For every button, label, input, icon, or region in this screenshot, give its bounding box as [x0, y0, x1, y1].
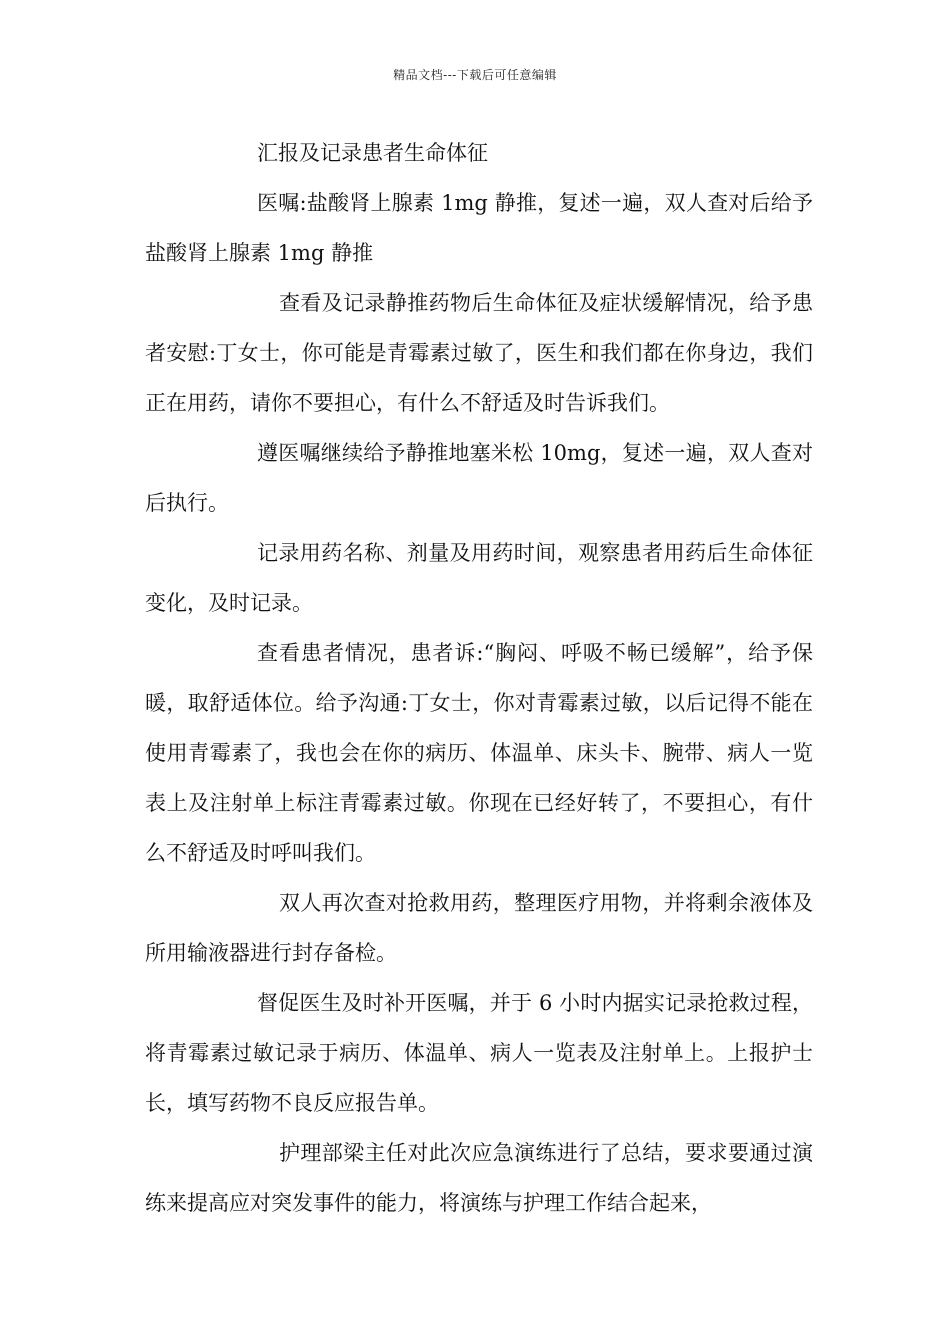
paragraph-record-medication: 记录用药名称、剂量及用药时间，观察患者用药后生命体征变化，及时记录。	[145, 541, 813, 615]
paragraph-order-epinephrine: 医嘱:盐酸肾上腺素 1mg 静推，复述一遍，双人查对后给予盐酸肾上腺素 1mg 静推	[145, 191, 813, 265]
paragraph-report-vitals: 汇报及记录患者生命体征	[257, 141, 488, 165]
paragraph-drill-summary: 护理部梁主任对此次应急演练进行了总结，要求要通过演练来提高应对突发事件的能力，将演练与护理工作结合起来，	[145, 1141, 813, 1215]
paragraph-supplement-orders: 督促医生及时补开医嘱，并于 6 小时内据实记录抢救过程，将青霉素过敏记录于病历、体温单、病人一览表及注射单上。上报护士长，填写药物不良反应报告单。	[145, 991, 813, 1115]
page-header: 精品文档---下载后可任意编辑	[393, 68, 557, 82]
document-body	[145, 128, 813, 1228]
paragraph-patient-status: 查看患者情况，患者诉:“胸闷、呼吸不畅已缓解”，给予保暖，取舒适体位。给予沟通:丁女士，你对青霉素过敏，以后记得不能在使用青霉素了，我也会在你的病历、体温单、床头卡、腕带、病人一览表上及注射单上标注青霉素过敏。你现在已经好转了，不要担心，有什么不舒适及时呼叫我们。	[145, 641, 813, 865]
paragraph-seal-supplies: 双人再次查对抢救用药，整理医疗用物，并将剩余液体及所用输液器进行封存备检。	[145, 891, 813, 965]
paragraph-dexamethasone: 遵医嘱继续给予静推地塞米松 10mg，复述一遍，双人查对后执行。	[145, 441, 813, 515]
paragraph-check-vitals: 查看及记录静推药物后生命体征及症状缓解情况，给予患者安慰:丁女士，你可能是青霉素过敏了，医生和我们都在你身边，我们正在用药，请你不要担心，有什么不舒适及时告诉我们。	[145, 291, 813, 415]
